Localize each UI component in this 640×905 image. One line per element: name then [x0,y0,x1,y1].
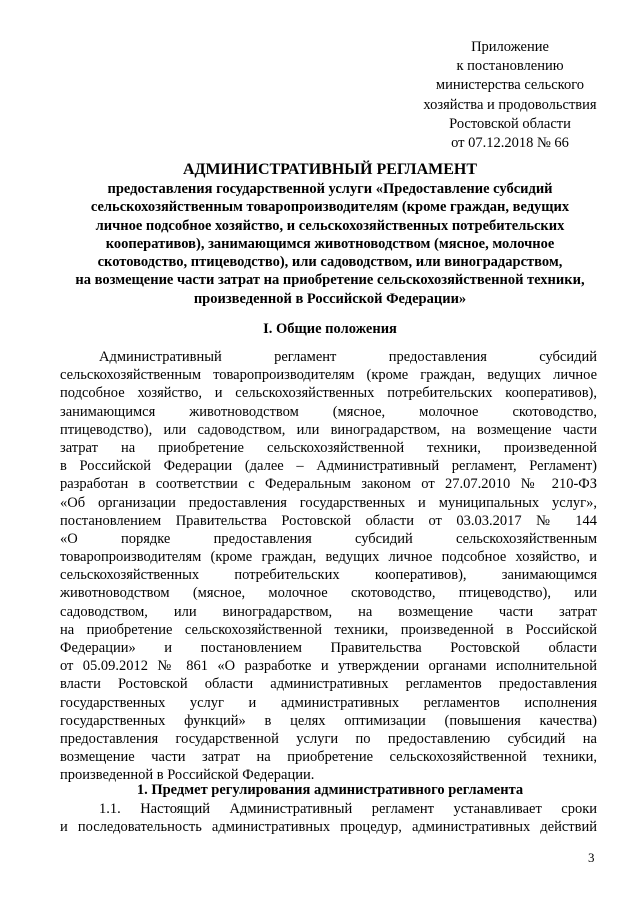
subtitle-line: личное подсобное хозяйство, и сельскохозяйственных потребительских [95,217,565,234]
paragraph-line: от 05.09.2012 № 861 «О разработке и утверждении органами исполнительной [60,658,597,675]
paragraph-line: занимающимся животноводством (мясное, молочное скотоводство, [60,403,597,420]
paragraph-line: власти Ростовской области административных регламентов предоставления [60,676,597,693]
paragraph-line: произведенной в Российской Федерации. [60,767,315,784]
paragraph-line: в Российской Федерации (далее – Административный регламент, Регламент) [60,458,597,475]
paragraph-line: государственных функций» в целях оптимизации (повышения качества) [60,712,597,729]
appendix-line: к постановлению [456,58,564,75]
subsection-heading: 1. Предмет регулирования административного регламента [136,782,524,798]
document-subtitle [60,180,600,308]
paragraph-line: Федерации» и постановлением Правительства Ростовской области [60,640,597,656]
paragraph-line: возмещение части затрат на приобретение сельскохозяйственной техники, [60,749,597,766]
paragraph-line: сельскохозяйственных потребительских кооперативов), занимающимся [60,567,597,584]
appendix-line: Приложение [471,39,549,55]
appendix-block [400,38,620,153]
paragraph-line: животноводством (мясное, молочное скотоводство, птицеводство), или [60,585,597,602]
subtitle-line: предоставления государственной услуги «Предоставление субсидий [107,181,553,197]
paragraph-line: подсобное хозяйство, и сельскохозяйственных потребительских кооперативов), [60,385,597,402]
document-title: АДМИНИСТРАТИВНЫЙ РЕГЛАМЕНТ [182,161,478,178]
paragraph-line: на приобретение сельскохозяйственной техники, произведенной в Российской [60,621,597,638]
paragraph-line: разработан в соответствии с Федеральным законом от 27.07.2010 № 210-ФЗ [60,476,597,493]
paragraph-line: «Об организации предоставления государственных и муниципальных услуг», [60,494,597,511]
paragraph-line: предоставления государственной услуги по предоставлению субсидий на [60,730,597,747]
paragraph-line: птицеводство), или садоводством, или виноградарством, на возмещение части [60,421,597,438]
paragraph-line: государственных услуг и административных регламентов исполнения [60,694,597,711]
clause-paragraph [60,800,597,836]
paragraph-line: товаропроизводителям (кроме граждан, ведущих личное подсобное хозяйство, и [60,549,597,566]
paragraph-line: сельскохозяйственным товаропроизводителям (кроме граждан, ведущих личное [60,367,597,384]
appendix-line: министерства сельского [435,77,585,94]
clause-line: и последовательность административных процедур, административных действий [60,819,597,836]
paragraph-line: «О порядке предоставления субсидий сельскохозяйственным [60,530,597,547]
clause-line: 1.1. Настоящий Административный регламент устанавливает сроки [99,801,597,817]
paragraph-line: садоводством, или виноградарством, на возмещение части затрат [60,603,597,620]
paragraph-line: постановлением Правительства Ростовской области от 03.03.2017 № 144 [60,512,597,529]
subtitle-line: на возмещение части затрат на приобретение сельскохозяйственной техники, [75,272,585,289]
subtitle-line: сельскохозяйственным товаропроизводителям (кроме граждан, ведущих [90,199,570,216]
appendix-line: от 07.12.2018 № 66 [451,135,569,152]
section-heading: I. Общие положения [263,321,397,337]
page-number: 3 [588,850,595,865]
subtitle-line: скотоводство, птицеводство), или садоводством, или виноградарством, [97,254,563,271]
subtitle-line: произведенной в Российской Федерации» [193,290,467,307]
body-paragraph [60,348,597,785]
appendix-line: Ростовской области [449,115,571,132]
subtitle-line: кооперативов), занимающимся животноводством (мясное, молочное [105,235,555,252]
paragraph-line: Административный регламент предоставления субсидий [99,349,597,365]
appendix-line: хозяйства и продовольствия [423,96,597,113]
paragraph-line: затрат на приобретение сельскохозяйственной техники, произведенной [60,439,597,456]
